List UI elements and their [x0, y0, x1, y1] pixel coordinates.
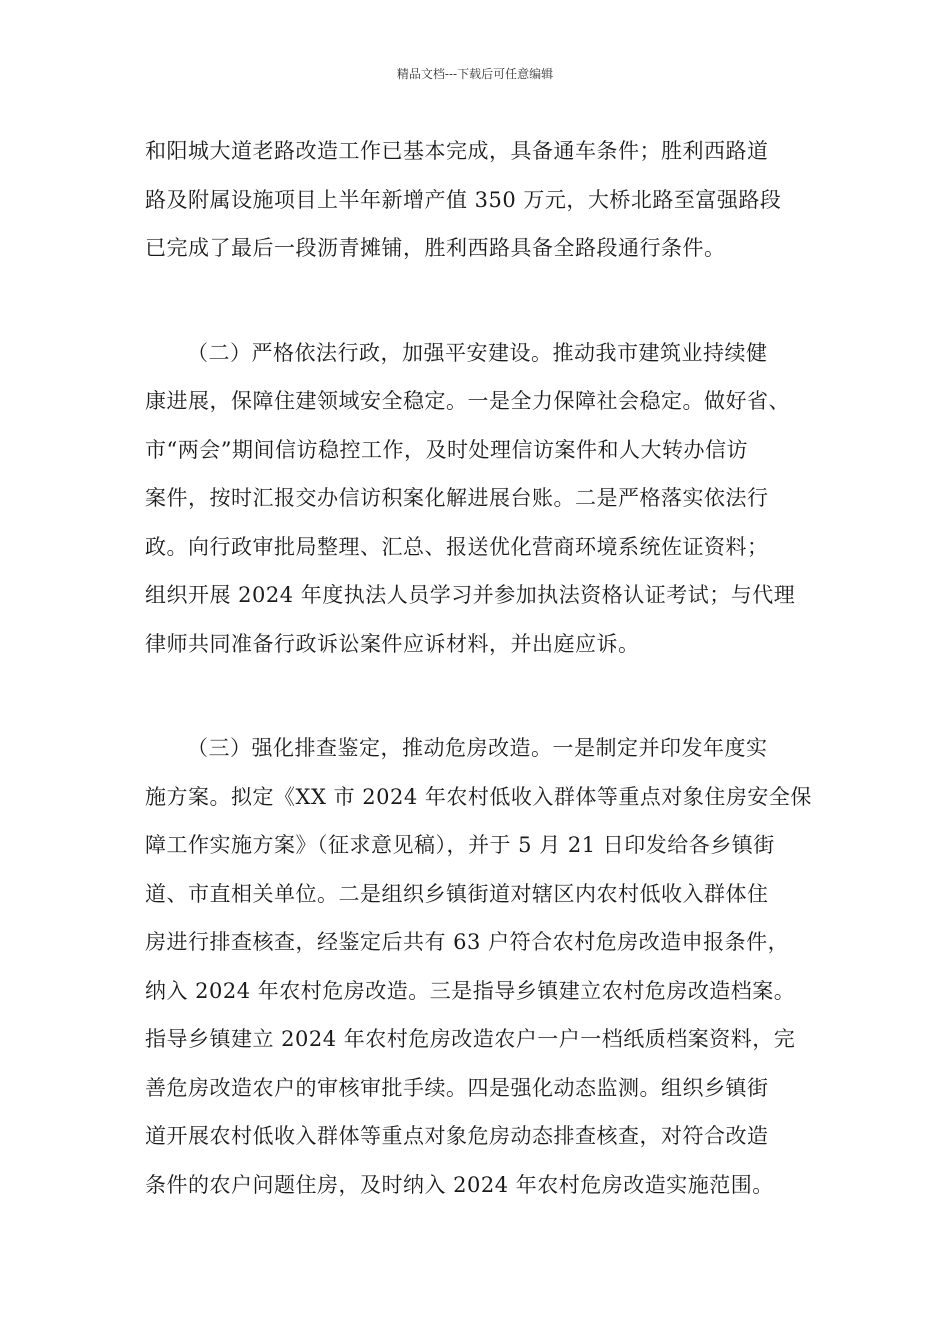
paragraph-line: 施方案。拟定《XX 市 2024 年农村低收入群体等重点对象住房安全保 — [145, 785, 812, 809]
page-header: 精品文档---下载后可任意编辑 — [396, 67, 554, 81]
paragraph-line: 道开展农村低收入群体等重点对象危房动态排查核查，对符合改造 — [145, 1124, 769, 1148]
paragraph-line: 善危房改造农户的审核审批手续。四是强化动态监测。组织乡镇街 — [145, 1076, 769, 1100]
paragraph-line: 指导乡镇建立 2024 年农村危房改造农户一户一档纸质档案资料，完 — [145, 1027, 796, 1051]
paragraph-line: 组织开展 2024 年度执法人员学习并参加执法资格认证考试；与代理 — [145, 583, 796, 607]
paragraph-line: 案件，按时汇报交办信访积案化解进展台账。二是严格落实依法行 — [145, 486, 769, 510]
paragraph-line: 道、市直相关单位。二是组织乡镇街道对辖区内农村低收入群体住 — [145, 882, 769, 906]
paragraph-line: （二）严格依法行政，加强平安建设。推动我市建筑业持续健 — [187, 341, 768, 365]
paragraph-line: 房进行排查核查，经鉴定后共有 63 户符合农村危房改造申报条件， — [145, 930, 790, 954]
paragraph-line: 政。向行政审批局整理、汇总、报送优化营商环境系统佐证资料； — [145, 535, 769, 559]
paragraph-line: 路及附属设施项目上半年新增产值 350 万元，大桥北路至富强路段 — [145, 188, 782, 212]
paragraph-line: 障工作实施方案》（征求意见稿），并于 5 月 21 日印发给各乡镇街 — [145, 833, 775, 857]
paragraph-line: 条件的农户问题住房，及时纳入 2024 年农村危房改造实施范围。 — [145, 1173, 774, 1197]
paragraph-line: （三）强化排查鉴定，推动危房改造。一是制定并印发年度实 — [187, 736, 768, 760]
paragraph-line: 纳入 2024 年农村危房改造。三是指导乡镇建立农村危房改造档案。 — [145, 979, 796, 1003]
paragraph-line: 康进展，保障住建领域安全稳定。一是全力保障社会稳定。做好省、 — [145, 389, 790, 413]
paragraph-line: 已完成了最后一段沥青摊铺，胜利西路具备全路段通行条件。 — [145, 236, 726, 260]
paragraph-line: 市“两会”期间信访稳控工作，及时处理信访案件和人大转办信访 — [145, 438, 748, 462]
paragraph-line: 律师共同准备行政诉讼案件应诉材料，并出庭应诉。 — [145, 632, 640, 656]
paragraph-line: 和阳城大道老路改造工作已基本完成，具备通车条件；胜利西路道 — [145, 139, 769, 163]
